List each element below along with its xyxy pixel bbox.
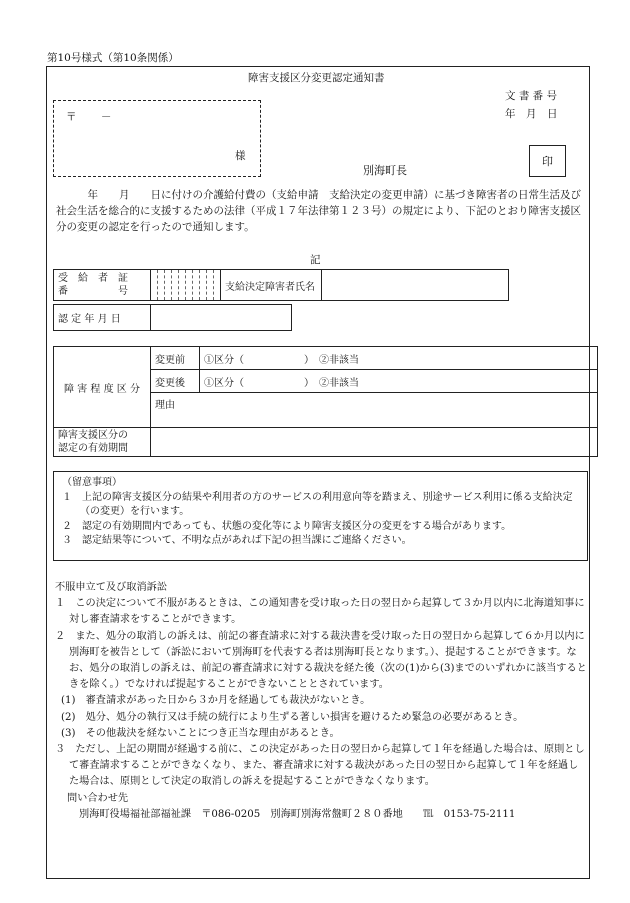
recipient-number-cell[interactable] — [151, 270, 158, 301]
appeal-section — [55, 580, 588, 823]
form-number: 第10号様式（第10条関係） — [47, 52, 179, 64]
recipient-number-cell[interactable] — [200, 270, 207, 301]
beneficiary-name-field[interactable] — [322, 270, 509, 301]
recipient-number-cell[interactable] — [207, 270, 214, 301]
document-number-label: 文 書 番 号 — [505, 90, 558, 102]
beneficiary-name-label: 支給決定障害者氏名 — [221, 270, 322, 301]
document-title: 障害支援区分変更認定通知書 — [248, 72, 385, 84]
recipient-number-label: 受 給 者 証 番 号 — [54, 270, 151, 301]
cert-date-field[interactable] — [151, 305, 292, 331]
issuer-name: 別海町長 — [363, 164, 407, 177]
recipient-table — [53, 269, 509, 301]
recipient-number-cell[interactable] — [193, 270, 200, 301]
ki-label: 記 — [310, 254, 321, 266]
seal-box — [529, 145, 566, 177]
cert-date-table — [53, 304, 292, 331]
seal-mark: 印 — [542, 155, 553, 168]
appeal-sub-1: (1) 審査請求があった日から３か月を経過しても裁決がないとき。 — [61, 695, 371, 707]
note-item: ３ 認定結果等について、不明な点があれば下記の担当課にご連絡ください。 — [62, 535, 412, 546]
notes-box — [53, 471, 588, 561]
contact-label: 問い合わせ先 — [67, 792, 129, 804]
appeal-paragraph-2: ２ また、処分の取消しの訴えは、前記の審査請求に対する裁決書を受け取った日の翌日から起算して６か月以内に別海町を被告として（訴訟において別海町を代表する者は別海町長となります。）、提起することができます。なお、処分の取消しの訴えは、前記の審査請求に対する裁決を経た後（次の(1)から(3)までのいずれかに該当するときを除く。）でなければ提起することができないこととされています。 — [55, 630, 587, 691]
recipient-number-cell[interactable] — [165, 270, 172, 301]
contact-line: 別海町役場福祉部福祉課 〒086-0205 別海町別海常盤町２８０番地 ℡ 0153-75-2111 — [79, 808, 516, 820]
reason-label: 理由 — [155, 400, 175, 411]
address-box — [53, 100, 261, 177]
before-label: 変更前 — [151, 347, 200, 370]
recipient-number-cell[interactable] — [179, 270, 186, 301]
after-value[interactable]: ①区分（ ） ②非該当 — [200, 370, 598, 393]
postal-mark: 〒 － — [66, 111, 112, 123]
reason-field[interactable] — [151, 393, 598, 428]
disability-level-label: 障 害 程 度 区 分 — [54, 347, 151, 428]
before-value[interactable]: ①区分（ ） ②非該当 — [200, 347, 598, 370]
appeal-paragraph-1: １ この決定について不服があるときは、この通知書を受け取った日の翌日から起算して３か月以内に北海道知事に対し審査請求をすることができます。 — [55, 598, 585, 626]
recipient-number-cell[interactable] — [186, 270, 193, 301]
appeal-sub-3: (3) その他裁決を経ないことにつき正当な理由があるとき。 — [61, 727, 340, 739]
recipient-number-cell[interactable] — [214, 270, 221, 301]
date-label: 年 月 日 — [505, 108, 558, 120]
validity-label: 障害支援区分の 認定の有効期間 — [54, 428, 151, 457]
appeal-paragraph-3: ３ ただし、上記の期間が経過する前に、この決定があった日の翌日から起算して１年を経過した場合は、原則として審査請求することができなくなり、また、審査請求に対する裁決があった日の翌日から起算して１年を経過した場合は、原則として決定の取消しの訴えを提起することができなくなります。 — [55, 744, 585, 788]
recipient-number-cell[interactable] — [158, 270, 165, 301]
note-item: １ 上記の障害支援区分の結果や利用者の方のサービスの利用意向等を踏まえ、別途サービス利用に係る支給決定（の変更）を行います。 — [62, 491, 573, 517]
disability-level-table — [53, 346, 598, 457]
after-label: 変更後 — [151, 370, 200, 393]
appeal-heading: 不服申立て及び取消訴訟 — [55, 582, 168, 593]
note-item: ２ 認定の有効期間内であっても、状態の変化等により障害支援区分の変更をする場合があります。 — [62, 520, 512, 532]
notes-heading: （留意事項） — [62, 477, 122, 488]
appeal-sub-2: (2) 処分、処分の執行又は手続の続行により生ずる著しい損害を避けるため緊急の必要があるとき。 — [61, 711, 524, 723]
recipient-honorific: 様 — [235, 150, 246, 162]
recipient-number-cell[interactable] — [172, 270, 179, 301]
notice-body: 年 月 日に付けの介護給付費の（支給申請 支給決定の変更申請）に基づき障害者の日常生活及び社会生活を総合的に支援するための法律（平成１７年法律第１２３号）の規定により、下記のとおり障害支援区分の変更の認定を行ったので通知します。 — [56, 189, 581, 233]
cert-date-label: 認 定 年 月 日 — [54, 305, 151, 331]
validity-field[interactable] — [151, 428, 598, 457]
